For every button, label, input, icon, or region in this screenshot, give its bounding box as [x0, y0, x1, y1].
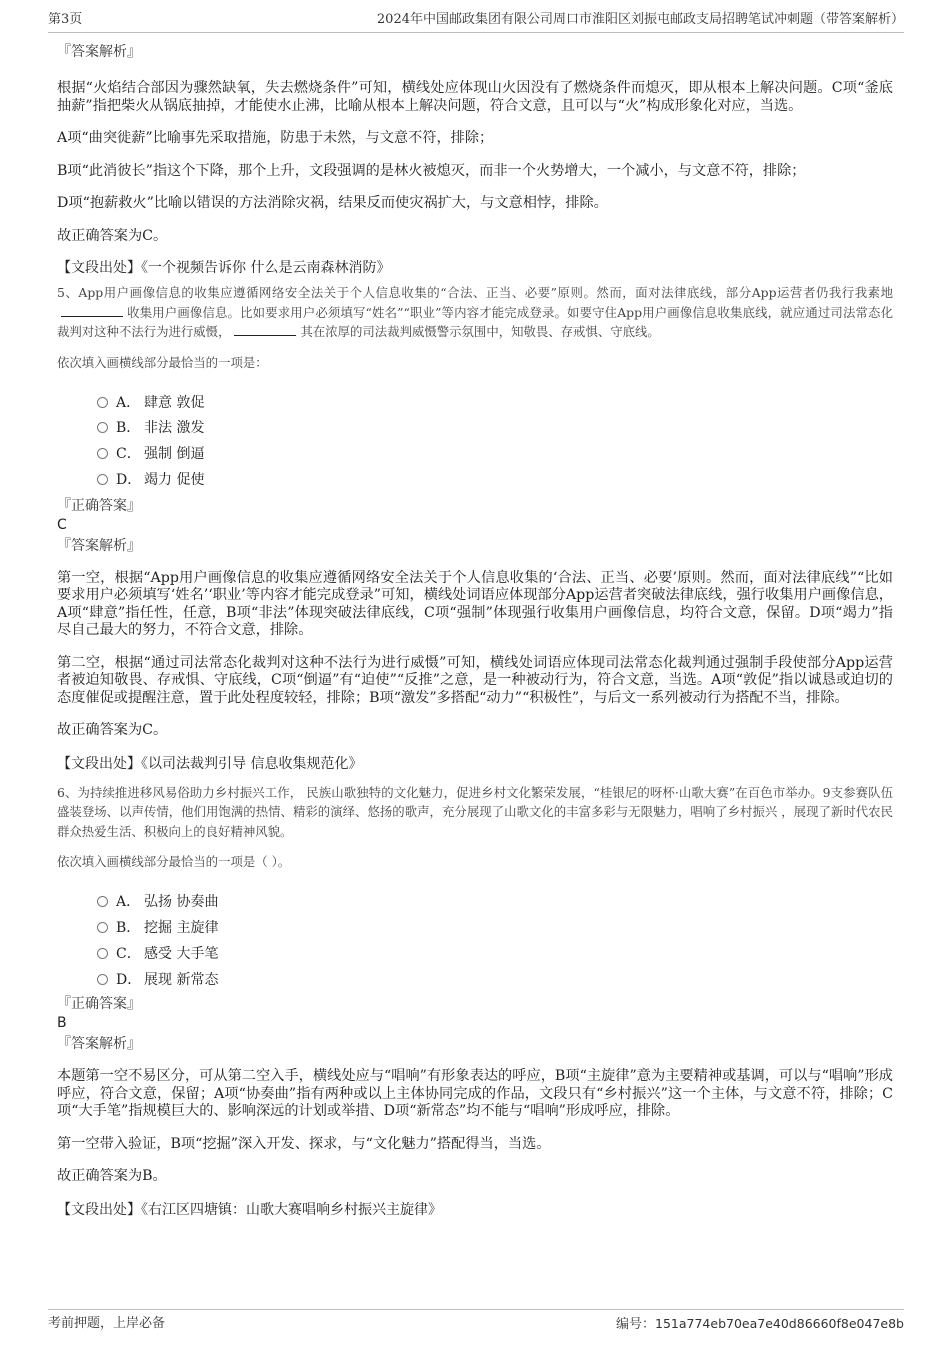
q5-option-b[interactable]: B． 非法 激发: [97, 415, 893, 441]
q6-stem: 6、为持续推进移风易俗助力乡村振兴工作， 民族山歌独特的文化魅力，促进乡村文化繁荣发展，“桂银尼的呀杯·山歌大赛”在百色市举办。9支参赛队伍盛装登场、以声传情，他们用饱满的热情、精彩的演绎、悠扬的歌声，充分展现了山歌文化的丰富多彩与无限魅力，唱响了乡村振兴 ，展现了新时代农民群众热爱生活、积极向上的良好精神风貌。: [57, 784, 893, 839]
q5-stem-part: 5、App用户画像信息的收集应遵循网络安全法关于个人信息收集的“合法、正当、必要”原则。然而，面对法律底线，部分App运营者仍我行我素地: [57, 285, 893, 300]
document-id-code: 151a774eb70ea7e40d86660f8e047e8b: [655, 1316, 904, 1331]
radio-icon[interactable]: [97, 948, 108, 959]
q6-option-c[interactable]: C． 感受 大手笔: [97, 941, 893, 967]
q6-analysis-paragraph: 本题第一空不易区分，可从第二空入手，横线处应与“唱响”有形象表达的呼应，B项“主旋律”意为主要精神或基调，可以与“唱响”形成呼应，符合文意，保留；A项“协奏曲”指有两种或以上主体协同完成的作品，文段只有“乡村振兴”这一个主体，与文意不符，排除；C项“大手笔”指规模巨大的、影响深远的计划或举措、D项“新常态”均不能与“唱响”形成呼应，排除。: [57, 1068, 893, 1120]
q6-options: [57, 889, 893, 992]
radio-icon[interactable]: [97, 397, 108, 408]
radio-icon[interactable]: [97, 448, 108, 459]
q4-analysis-paragraph: A项“曲突徙薪”比喻事先采取措施，防患于未然，与文意不符，排除；: [57, 130, 494, 146]
q6-source: 【文段出处】《右江区四塘镇：山歌大赛唱响乡村振兴主旋律》: [57, 1201, 442, 1218]
document-id-label: 编号：: [615, 1317, 655, 1332]
radio-icon[interactable]: [97, 422, 108, 433]
q4-analysis-label: 『答案解析』: [57, 44, 141, 60]
q5-prompt: 依次填入画横线部分最恰当的一项是：: [57, 354, 268, 370]
q4-conclusion: 故正确答案为C。: [57, 227, 168, 244]
q4-source: 【文段出处】《一个视频告诉你 什么是云南森林消防》: [57, 260, 391, 276]
q5-stem-part: 其在浓厚的司法裁判威慑警示氛围中，知敬畏、存戒惧、守底线。: [300, 324, 660, 339]
radio-icon[interactable]: [97, 974, 108, 985]
q5-stem-part: 收集用户画像信息。比如要求用户必须填写“姓名”“职业”等内容才能完成登录。如要守住App用户画像信息收集底线，就应通过司法常态化裁判对这种不法行为进行威慑，: [57, 304, 893, 339]
q6-correct-answer: B: [57, 1015, 67, 1032]
q5-option-a[interactable]: A． 肆意 敦促: [97, 390, 893, 416]
q6-conclusion: 故正确答案为B。: [57, 1168, 167, 1185]
q5-option-c[interactable]: C． 强制 倒逼: [97, 441, 893, 467]
q5-conclusion: 故正确答案为C。: [57, 722, 168, 739]
q5-options: [57, 390, 893, 493]
footer-slogan: 考前押题，上岸必备: [48, 1316, 166, 1331]
page-header: [48, 8, 904, 33]
q4-analysis-paragraph: B项“此消彼长”指这个下降，那个上升，文段强调的是林火被熄灭，而非一个火势增大，一个减小，与文意不符，排除；: [57, 162, 806, 179]
q6-option-b[interactable]: B． 挖掘 主旋律: [97, 915, 893, 941]
q5-correct-label: 『正确答案』: [57, 497, 141, 514]
q5-analysis-paragraph: 第一空，根据“App用户画像信息的收集应遵循网络安全法关于个人信息收集的‘合法、正当、必要’原则。然而，面对法律底线”“比如要求用户必须填写‘姓名’‘职业’等内容才能完成登录”可知，横线处词语应体现部分App运营者突破法律底线，强行收集用户画像信息，A项“肆意”指任性，任意，B项“非法”体现突破法律底线，C项“强制”体现强行收集用户画像信息，均符合文意，保留。D项“竭力”指尽自己最大的努力，不符合文意，排除。: [57, 569, 893, 639]
q6-prompt: 依次填入画横线部分最恰当的一项是（ ）。: [57, 854, 291, 870]
page-footer: [48, 1309, 904, 1334]
q6-analysis-label: 『答案解析』: [57, 1036, 141, 1053]
q5-blank-2: [234, 323, 296, 336]
page-number: 第3页: [48, 12, 83, 27]
q6-option-a[interactable]: A． 弘扬 协奏曲: [97, 889, 893, 915]
q4-analysis-paragraph: 根据“火焰结合部因为骤然缺氧，失去燃烧条件”可知，横线处应体现山火因没有了燃烧条件而熄灭，即从根本上解决问题。C项“釜底抽薪”指把柴火从锅底抽掉，才能使水止沸，比喻从根本上解决问题，符合文意，且可以与“火”构成形象化对应，当选。: [57, 80, 893, 114]
radio-icon[interactable]: [97, 474, 108, 485]
q5-blank-1: [61, 304, 123, 317]
q5-correct-answer: C: [57, 516, 67, 533]
radio-icon[interactable]: [97, 922, 108, 933]
q6-correct-label: 『正确答案』: [57, 996, 141, 1013]
q6-analysis-paragraph: 第一空带入验证，B项“挖掘”深入开发、探求，与“文化魅力”搭配得当，当选。: [57, 1135, 551, 1152]
document-title: 2024年中国邮政集团有限公司周口市淮阳区刘振屯邮政支局招聘笔试冲刺题（带答案解析）: [376, 12, 904, 27]
q6-option-d[interactable]: D． 展现 新常态: [97, 967, 893, 993]
document-id: [616, 1312, 904, 1337]
page-content: [57, 42, 893, 1219]
q5-analysis-paragraph: 第二空，根据“通过司法常态化裁判对这种不法行为进行威慑”可知，横线处词语应体现司法常态化裁判通过强制手段使部分App运营者被迫知敬畏、存戒惧、守底线，C项“倒逼”有“迫使”“反推”之意，是一种被动行为，符合文意，当选。A项“敦促”指以诚恳或迫切的态度催促或提醒注意，置于此处程度较轻，排除；B项“激发”多搭配“动力”“积极性”，与后文一系列被动行为搭配不当，排除。: [57, 654, 893, 706]
q4-analysis-paragraph: D项“抱薪救火”比喻以错误的方法消除灾祸，结果反而使灾祸扩大，与文意相悖，排除。: [57, 195, 608, 211]
radio-icon[interactable]: [97, 896, 108, 907]
q5-source: 【文段出处】《以司法裁判引导 信息收集规范化》: [57, 755, 363, 772]
q5-analysis-label: 『答案解析』: [57, 537, 141, 554]
q5-stem: [57, 283, 893, 342]
q5-option-d[interactable]: D． 竭力 促使: [97, 467, 893, 493]
